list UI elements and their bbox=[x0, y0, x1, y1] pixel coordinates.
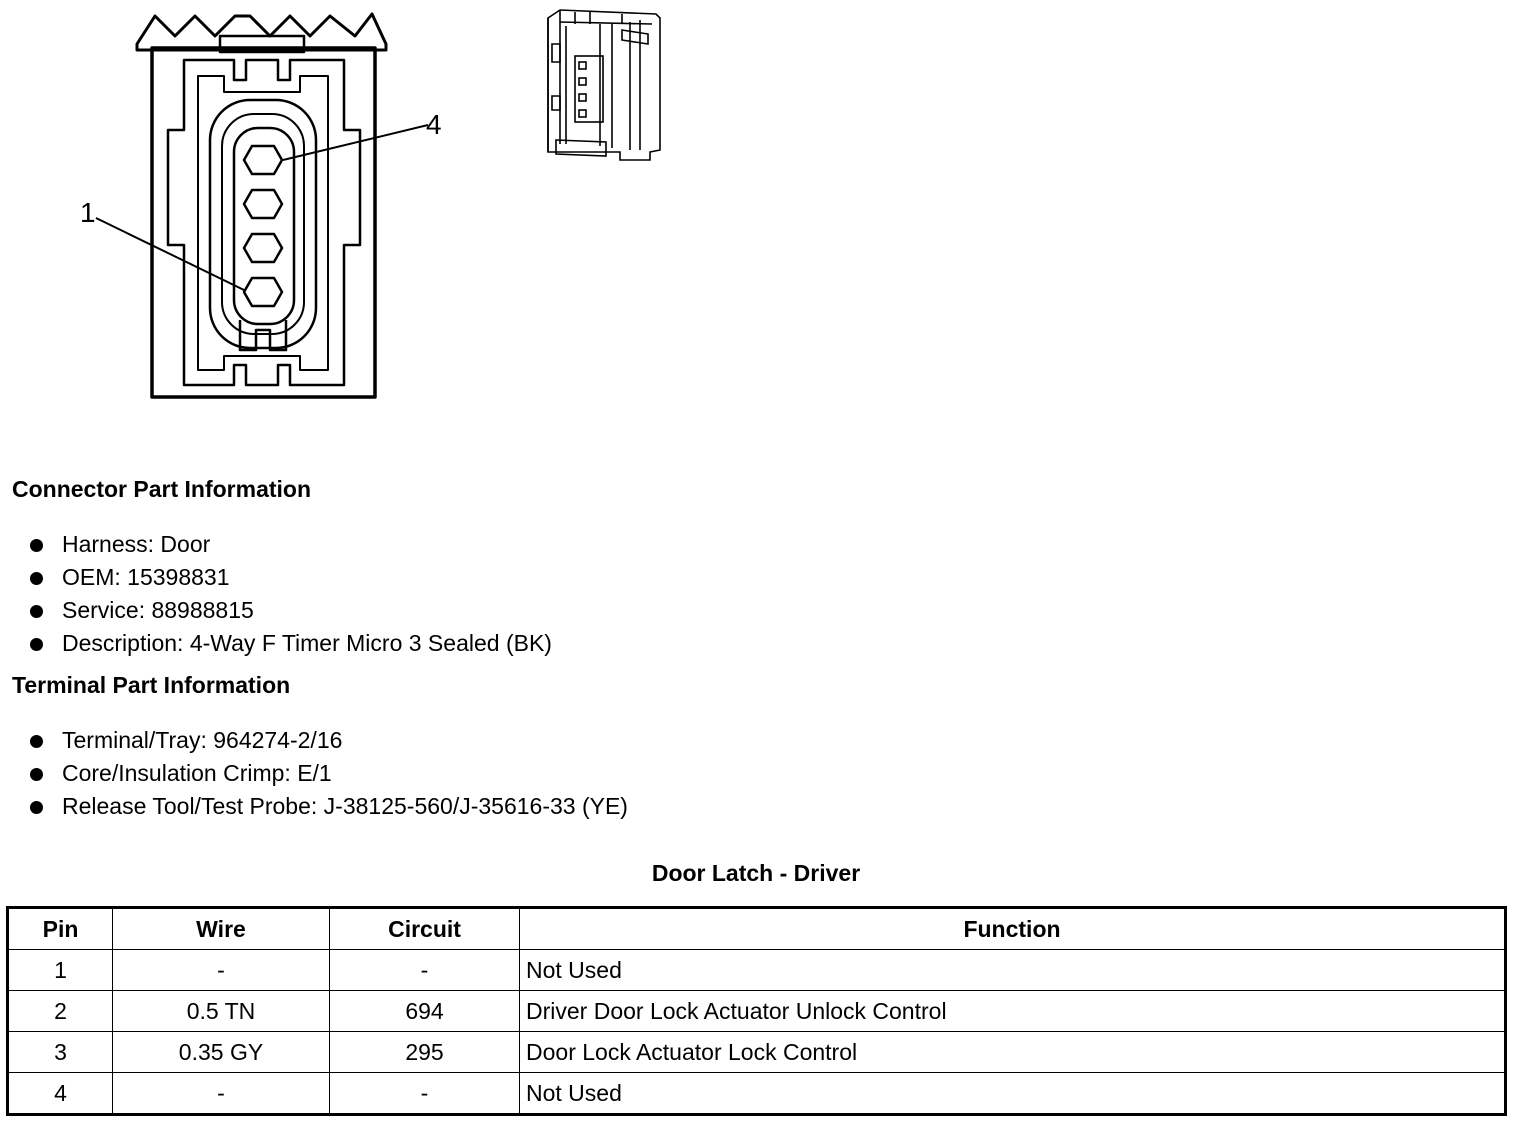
function-cell: Driver Door Lock Actuator Unlock Control bbox=[520, 991, 1506, 1032]
function-cell: Door Lock Actuator Lock Control bbox=[520, 1032, 1506, 1073]
bullet-icon bbox=[30, 801, 43, 814]
function-cell: Not Used bbox=[520, 950, 1506, 991]
circuit-cell: - bbox=[330, 1073, 520, 1115]
cavity-2 bbox=[244, 234, 282, 262]
list-item: Harness: Door bbox=[30, 528, 552, 561]
bullet-icon bbox=[30, 768, 43, 781]
circuit-cell: 694 bbox=[330, 991, 520, 1032]
wire-cell: 0.5 TN bbox=[113, 991, 330, 1032]
connector-face-view bbox=[96, 14, 428, 397]
terminal-part-info-list bbox=[30, 724, 628, 823]
list-item: Service: 88988815 bbox=[30, 594, 552, 627]
table-row bbox=[8, 1073, 1506, 1115]
bullet-icon bbox=[30, 638, 43, 651]
table-row bbox=[8, 991, 1506, 1032]
pin-cell: 2 bbox=[8, 991, 113, 1032]
circuit-cell: 295 bbox=[330, 1032, 520, 1073]
callout-label-4: 4 bbox=[426, 109, 442, 140]
column-header-wire: Wire bbox=[113, 908, 330, 950]
bullet-icon bbox=[30, 572, 43, 585]
list-item: Core/Insulation Crimp: E/1 bbox=[30, 757, 628, 790]
connector-isometric-view bbox=[548, 10, 660, 160]
pinout-table bbox=[6, 906, 1507, 1116]
list-item: OEM: 15398831 bbox=[30, 561, 552, 594]
cavity-1 bbox=[244, 278, 282, 306]
wire-cell: - bbox=[113, 950, 330, 991]
pin-cell: 4 bbox=[8, 1073, 113, 1115]
table-row bbox=[8, 950, 1506, 991]
connector-diagram bbox=[0, 0, 720, 420]
table-row bbox=[8, 1032, 1506, 1073]
cavity-4 bbox=[244, 146, 282, 174]
list-item: Description: 4-Way F Timer Micro 3 Sealed (BK) bbox=[30, 627, 552, 660]
bullet-icon bbox=[30, 539, 43, 552]
column-header-pin: Pin bbox=[8, 908, 113, 950]
pin-cell: 1 bbox=[8, 950, 113, 991]
column-header-circuit: Circuit bbox=[330, 908, 520, 950]
bullet-icon bbox=[30, 605, 43, 618]
terminal-part-info-title: Terminal Part Information bbox=[12, 672, 291, 698]
function-cell: Not Used bbox=[520, 1073, 1506, 1115]
circuit-cell: - bbox=[330, 950, 520, 991]
list-item: Terminal/Tray: 964274-2/16 bbox=[30, 724, 628, 757]
wire-cell: - bbox=[113, 1073, 330, 1115]
table-header-row bbox=[8, 908, 1506, 950]
list-item: Release Tool/Test Probe: J-38125-560/J-35616-33 (YE) bbox=[30, 790, 628, 823]
pinout-table-title: Door Latch - Driver bbox=[651, 860, 861, 886]
connector-part-info-title: Connector Part Information bbox=[12, 476, 312, 502]
wire-cell: 0.35 GY bbox=[113, 1032, 330, 1073]
pin-cell: 3 bbox=[8, 1032, 113, 1073]
cavity-3 bbox=[244, 190, 282, 218]
bullet-icon bbox=[30, 735, 43, 748]
column-header-function: Function bbox=[520, 908, 1506, 950]
connector-part-info-list bbox=[30, 528, 552, 660]
callout-label-1: 1 bbox=[80, 197, 96, 228]
